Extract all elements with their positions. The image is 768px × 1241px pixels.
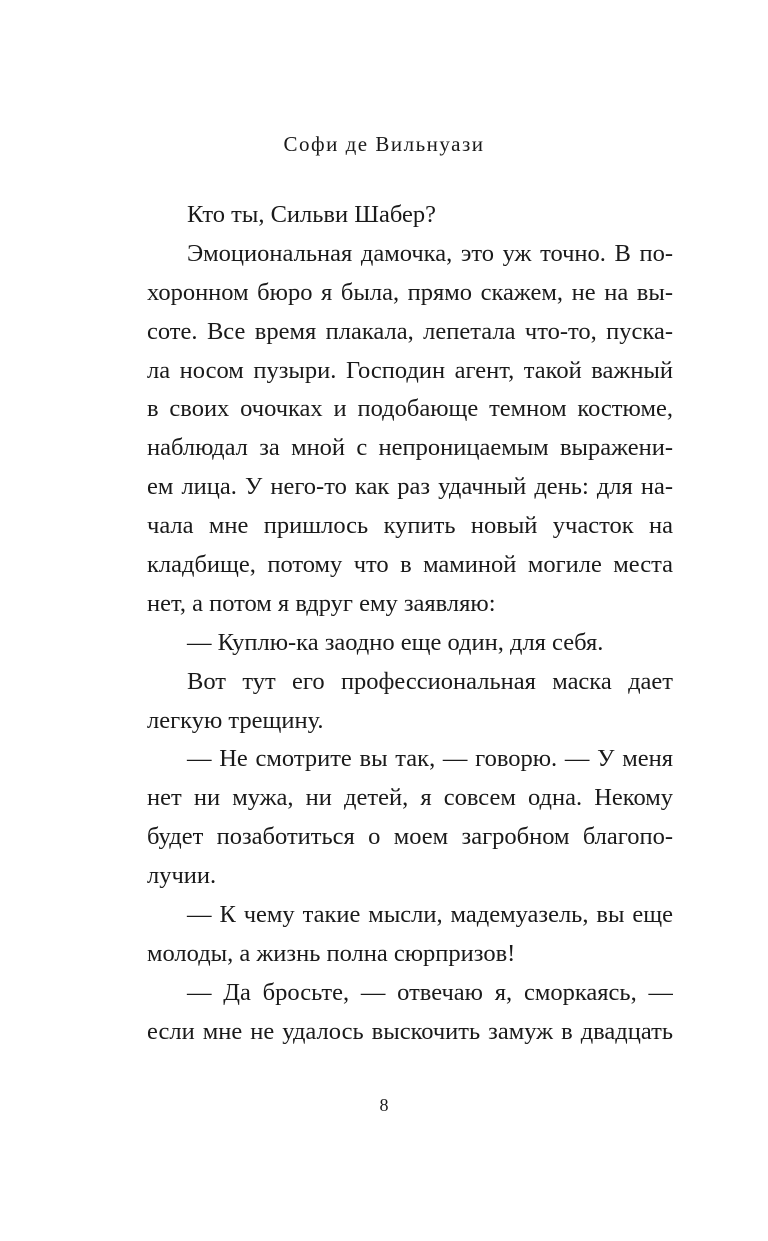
text-line: чала мне пришлось купить новый участок на <box>147 512 673 540</box>
text-line: нет ни мужа, ни детей, я совсем одна. Некому <box>147 784 673 812</box>
body-text <box>147 196 673 1052</box>
text-line: если мне не удалось выскочить замуж в двадцать <box>147 1017 673 1045</box>
text-line: Кто ты, Сильви Шабер? <box>187 201 436 228</box>
text-line: нет, а потом я вдруг ему заявляю: <box>147 589 496 617</box>
text-line: — Куплю-ка заодно еще один, для себя. <box>187 628 604 656</box>
text-line: — Не смотрите вы так, — говорю. — У меня <box>187 745 673 773</box>
text-line: легкую трещину. <box>147 706 324 734</box>
text-line: Вот тут его профессиональная маска дает <box>187 667 673 695</box>
text-line: — Да бросьте, — отвечаю я, сморкаясь, — <box>187 978 673 1006</box>
page-number: 8 <box>379 1095 389 1115</box>
text-line: в своих очочках и подобающе темном костюме, <box>147 395 673 423</box>
running-head-author: Софи де Вильнуази <box>283 132 485 156</box>
text-line: хоронном бюро я была, прямо скажем, не на вы- <box>147 278 673 306</box>
text-line: соте. Все время плакала, лепетала что-то, пуска- <box>147 317 673 345</box>
text-line: Эмоциональная дамочка, это уж точно. В по- <box>187 239 673 267</box>
text-line: будет позаботиться о моем загробном благопо- <box>147 823 673 851</box>
text-line: наблюдал за мной с непроницаемым выражени- <box>147 434 673 462</box>
text-line: молоды, а жизнь полна сюрпризов! <box>147 939 516 967</box>
text-line: — К чему такие мысли, мадемуазель, вы еще <box>187 901 673 929</box>
text-line: кладбище, потому что в маминой могиле места <box>147 551 673 579</box>
text-line: ем лица. У него-то как раз удачный день: для на- <box>147 473 673 501</box>
text-line: ла носом пузыри. Господин агент, такой важный <box>147 356 673 384</box>
text-line: лучии. <box>147 862 217 890</box>
